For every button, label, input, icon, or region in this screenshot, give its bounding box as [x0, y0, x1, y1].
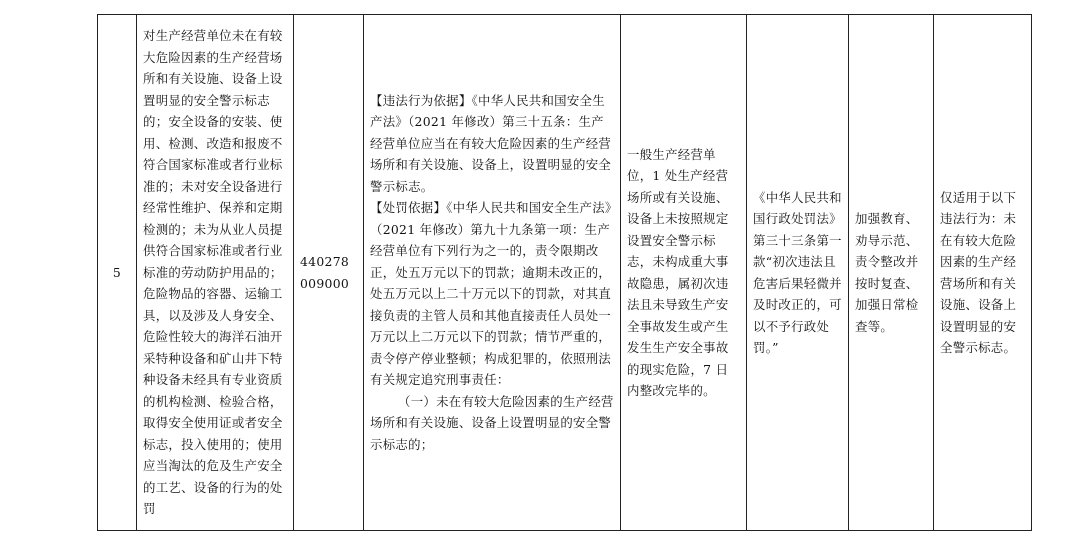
table-row: [98, 15, 1032, 531]
follow-up-measures-cell: [849, 15, 934, 531]
violation-basis-paragraph: [370, 90, 614, 198]
item-code-cell: [294, 15, 364, 531]
exemption-condition-cell: [621, 15, 747, 531]
scope-note-cell: [934, 15, 1032, 531]
violation-behavior-cell: [137, 15, 294, 531]
scope-note-text: 仅适用于以下违法行为：未在有较大危险因素的生产经营场所和有关设施、设备上设置明显的安全警示标志。: [940, 189, 1017, 355]
row-index: 5: [112, 264, 122, 280]
row-index-cell: [98, 15, 137, 531]
legal-basis-cell: [364, 15, 621, 531]
violation-basis-text: 《中华人民共和国安全生产法》（2021 年修改）第三十五条：生产经营单位应当在有较大危险因素的生产经营场所和有关设施、设备上，设置明显的安全警示标志。: [370, 92, 612, 194]
penalty-exemption-table: [97, 14, 1032, 531]
exemption-condition-text: 一般生产经营单位，1 处生产经营场所或有关设施、设备上未按照规定设置安全警示标志，未构成重大事故隐患，属初次违法且未导致生产安全事故发生或产生发生生产安全事故的现实危险，7 日内整改完毕的。: [627, 146, 729, 398]
follow-up-measures-text: 加强教育、劝导示范、责令整改并按时复查、加强日常检查等。: [855, 211, 919, 334]
penalty-basis-text: 《中华人民共和国安全生产法》（2021 年修改）第九十九条第一项：生产经营单位有下列行为之一的，责令限期改正，处五万元以下的罚款；逾期未改正的，处五万元以上二十万元以下的罚款，对其直接负责的主管人员和其他直接责任人员处一万元以上二万元以下的罚款；情节严重的，责令停产停业整顿；构成犯罪的，依照刑法有关规定追究刑事责任：: [370, 200, 612, 388]
penalty-item-one: （一）未在有较大危险因素的生产经营场所和有关设施、设备上设置明显的安全警示标志的；: [370, 393, 614, 452]
penalty-basis-label: 【处罚依据】: [370, 200, 447, 216]
item-code: 440278009000: [300, 254, 350, 291]
exemption-law-text: 《中华人民共和国行政处罚法》第三十三条第一款“初次违法且危害后果轻微并及时改正的，可以不予行政处罚。”: [753, 189, 842, 355]
violation-basis-label: 【违法行为依据】: [370, 92, 472, 108]
violation-behavior-text: 对生产经营单位未在有较大危险因素的生产经营场所和有关设施、设备上设置明显的安全警示标志的；安全设备的安装、使用、检测、改造和报废不符合国家标准或者行业标准的；未对安全设备进行经常性维护、保养和定期检测的；未为从业人员提供符合国家标准或者行业标准的劳动防护用品的；危险物品的容器、运输工具，以及涉及人身安全、危险性较大的海洋石油开采特种设备和矿山井下特种设备未经具有专业资质的机构检测、检验合格，取得安全使用证或者安全标志，投入使用的；使用应当淘汰的危及生产安全的工艺、设备的行为的处罚: [143, 28, 283, 517]
exemption-law-cell: [747, 15, 849, 531]
penalty-basis-paragraph: [370, 197, 614, 391]
